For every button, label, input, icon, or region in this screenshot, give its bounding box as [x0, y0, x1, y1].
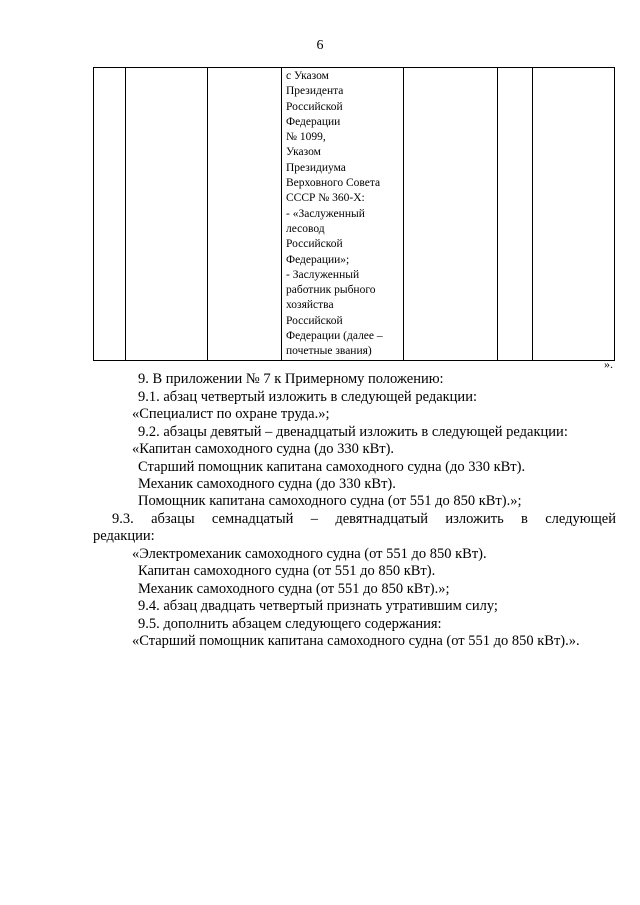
cell-line: работник рыбного — [286, 284, 376, 297]
page-number: 6 — [316, 38, 324, 53]
table-cell — [94, 68, 126, 361]
cell-line: Президиума — [286, 161, 346, 174]
cell-line: хозяйства — [286, 299, 334, 312]
paragraph: «Старший помощник капитана самоходного судна (от 551 до 850 кВт).». — [132, 633, 580, 649]
cell-line: Указом — [286, 146, 321, 159]
paragraph: Механик самоходного судна (до 330 кВт). — [138, 476, 396, 492]
paragraph: 9. В приложении № 7 к Примерному положению: — [138, 371, 444, 387]
table-cell — [126, 68, 208, 361]
paragraph: Капитан самоходного судна (от 551 до 850 кВт). — [138, 563, 436, 579]
paragraph: редакции: — [93, 528, 155, 544]
table-cell — [208, 68, 282, 361]
cell-line: № 1099, — [286, 131, 326, 144]
awards-text — [282, 68, 403, 360]
cell-line: Российской — [286, 100, 343, 113]
cell-line: Верховного Совета — [286, 177, 381, 190]
cell-line: Российской — [286, 238, 343, 251]
continued-table — [93, 67, 615, 361]
table-row — [94, 68, 615, 361]
cell-line: с Указом — [286, 70, 329, 82]
cell-line: Федерации — [286, 115, 341, 128]
paragraph: Механик самоходного судна (от 551 до 850 кВт).»; — [138, 581, 450, 597]
table-cell — [404, 68, 498, 361]
table-cell — [533, 68, 615, 361]
table-cell-awards — [282, 68, 404, 361]
cell-line: почетные звания) — [286, 345, 372, 358]
paragraph: Помощник капитана самоходного судна (от 551 до 850 кВт).»; — [138, 493, 522, 509]
cell-line: Российской — [286, 314, 343, 327]
cell-line: - «Заслуженный — [286, 207, 365, 220]
paragraph: Старший помощник капитана самоходного судна (до 330 кВт). — [138, 459, 526, 475]
paragraph: 9.5. дополнить абзацем следующего содержания: — [138, 616, 442, 632]
paragraph: «Капитан самоходного судна (до 330 кВт). — [132, 441, 395, 457]
cell-line: - Заслуженный — [286, 268, 360, 281]
paragraph: 9.1. абзац четвертый изложить в следующей редакции: — [138, 389, 477, 405]
cell-line: СССР № 360-Х: — [286, 192, 365, 205]
paragraph: 9.4. абзац двадцать четвертый признать утратившим силу; — [138, 598, 498, 614]
cell-line: лесовод — [286, 222, 325, 235]
paragraph: 9.3. абзацы семнадцатый – девятнадцатый изложить в следующей — [112, 511, 616, 527]
cell-line: Федерации»; — [286, 253, 350, 266]
paragraph: «Специалист по охране труда.»; — [132, 406, 330, 422]
closing-quote: ». — [604, 357, 613, 371]
cell-line: Президента — [286, 85, 344, 98]
paragraph: 9.2. абзацы девятый – двенадцатый изложить в следующей редакции: — [138, 424, 568, 440]
table-cell — [498, 68, 533, 361]
paragraph: «Электромеханик самоходного судна (от 551 до 850 кВт). — [132, 546, 487, 562]
cell-line: Федерации (далее – — [286, 330, 383, 343]
